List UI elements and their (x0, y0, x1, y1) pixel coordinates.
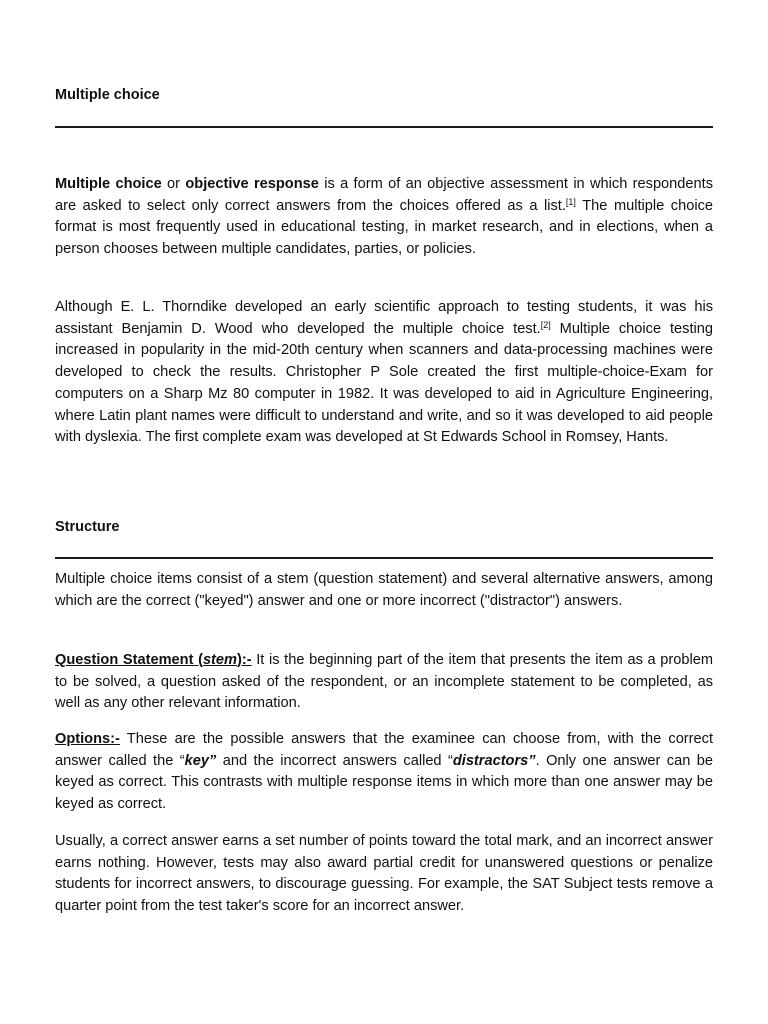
label-options: Options:- (55, 731, 120, 747)
paragraph-structure-intro: Multiple choice items consist of a stem (question statement) and several alternative answers, among which are the correct ("keyed") answer and one or more incorrect ("distractor") answers. (55, 571, 713, 609)
paragraph-scoring: Usually, a correct answer earns a set number of points toward the total mark, and an incorrect answer earns nothing. However, tests may also award partial credit for unanswered questions or penalize students for incorrect answers, to discourage guessing. For example, the SAT Subject tests remove a quarter point from the test taker's score for an incorrect answer. (55, 833, 713, 915)
term-objective-response: objective response (185, 176, 319, 192)
term-multiple-choice: Multiple choice (55, 176, 162, 192)
paragraph-question-statement: Question Statement (stem):- It is the beginning part of the item that presents the item as a problem to be solved, a question asked of the respondent, or an incomplete statement to be completed, as well as any other relevant information. (55, 652, 714, 712)
heading-divider (55, 557, 713, 559)
term-key: key” (184, 752, 217, 769)
paragraph-history: Although E. L. Thorndike developed an early scientific approach to testing students, it was his assistant Benjamin D. Wood who developed the multiple choice test.[2] Multiple choice testing increased in popularity in the mid-20th century when scanners and data-processing machines were developed to check the results. Christopher P Sole created the first multiple-choice-Exam for computers on a Sharp Mz 80 computer in 1982. It was developed to aid in Agriculture Engineering, where Latin plant names were difficult to understand and write, and so it was developed to aid people with dyslexia. The first complete exam was developed at St Edwards School in Romsey, Hants. (55, 299, 713, 446)
label-question-statement: Question Statement (stem):- (55, 652, 252, 668)
citation-ref-2[interactable]: [2] (540, 319, 551, 330)
section-heading-structure: Structure (55, 519, 120, 535)
paragraph-options: Options:- These are the possible answers that the examinee can choose from, with the correct answer called the “key” and the incorrect answers called “distractors”. Only one answer can be keyed as correct. This contrasts with multiple response items in which more than one answer may be keyed as correct. (55, 731, 713, 813)
section-heading-multiple-choice: Multiple choice (55, 87, 160, 103)
citation-ref-1[interactable]: [1] (565, 196, 576, 207)
heading-divider (55, 126, 713, 128)
term-distractors: distractors” (452, 752, 536, 769)
paragraph-definition: Multiple choice or objective response is a form of an objective assessment in which respondents are asked to select only correct answers from the choices offered as a list.[1] The multiple choice format is most frequently used in educational testing, in market research, and in elections, when a person chooses between multiple candidates, parties, or policies. (55, 176, 713, 258)
